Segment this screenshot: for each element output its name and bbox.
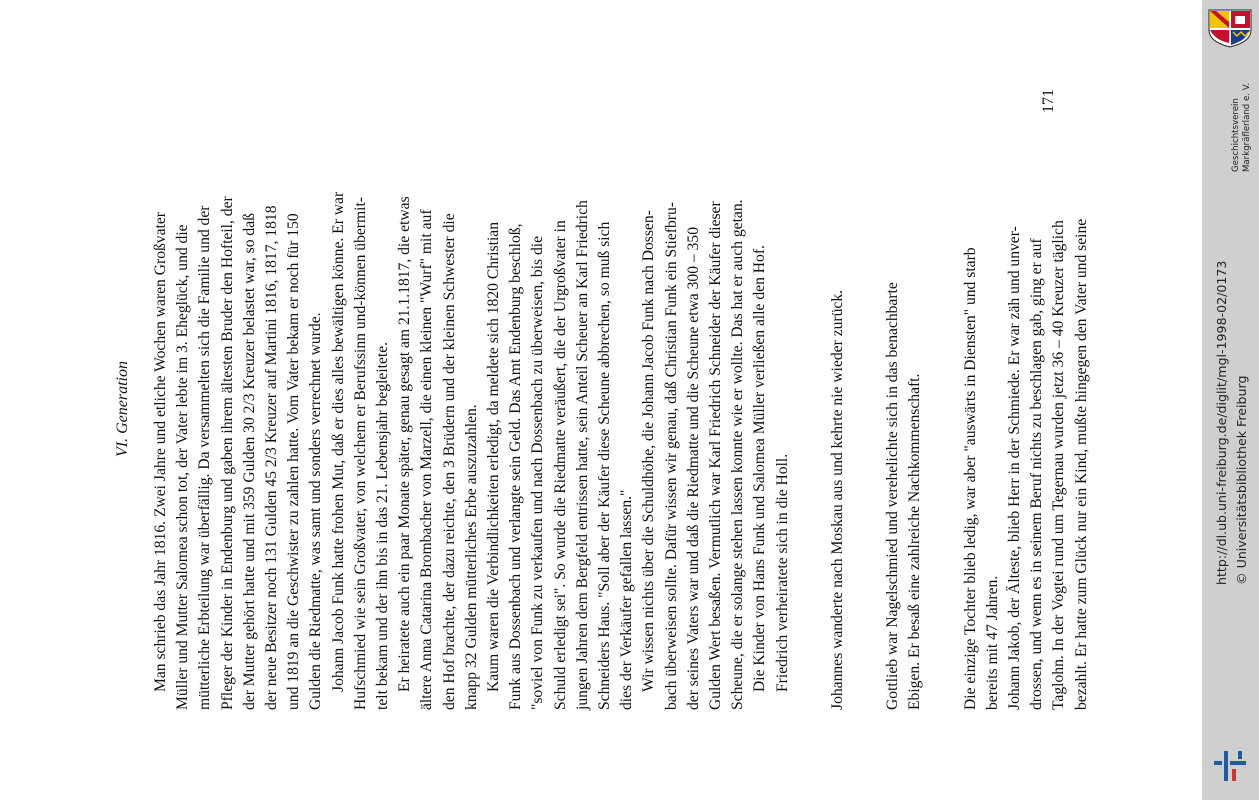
paragraph-2 — [328, 90, 395, 710]
text-line: Man schrieb das Jahr 1816. Zwei Jahre und etliche Wochen waren Großvater — [152, 212, 169, 692]
paragraph-8 — [882, 90, 926, 710]
text-line: Ebigen. Er besaß eine zahlreiche Nachkommenschaft. — [906, 373, 924, 710]
text-line: Schuld erledigt sei". So wurde die Riedmatte veräußert, die der Urgroßvater in — [551, 220, 569, 710]
paragraph-4 — [483, 90, 638, 710]
text-line: Schneiders Haus. "Soll aber der Käufer diese Scheune abbrechen, so muß sich — [596, 221, 614, 710]
text-line: Johann Jacob Funk hatte frohen Mut, daß er dies alles bewältigen könne. Er war — [329, 191, 347, 692]
paragraph-1 — [150, 90, 328, 710]
paragraph-3 — [394, 90, 483, 710]
text-line: bezahlt. Er hatte zum Glück nur ein Kind, mußte hingegen den Vater und seine — [1072, 218, 1090, 710]
paragraph-6 — [749, 90, 793, 710]
chapter-heading: VI. Generation — [114, 361, 131, 457]
text-line: Friedrich verheiratete sich in die Holl. — [773, 453, 791, 692]
text-line: Gulden die Riedmatte, was samt und sonders verrechnet wurde. — [307, 312, 325, 710]
text-line: "soviel von Funk zu verkaufen und nach Dossenbach zu überweisen, bis die — [529, 235, 547, 710]
text-line: Hufschmied wie sein Großvater, von welchem er Berufssinn und-können übermit- — [351, 197, 369, 710]
text-line: Gulden Wert besaßen. Vermutlich war Karl Friedrich Schneider der Käufer dieser — [707, 201, 725, 710]
text-line: Scheune, die er solange stehen lassen konnte wie er wollte. Das hat er auch getan. — [729, 199, 747, 710]
text-line: den Hof brachte, der dazu reichte, den 3 Brüdern und der kleinen Schwester die — [440, 213, 458, 710]
source-url-link[interactable]: http://dl.ub.uni-freiburg.de/diglit/mgl-1998-02/0173 — [1214, 260, 1229, 585]
text-line: Gottlieb war Nagelschmied und verehelichte sich in das benachbarte — [884, 282, 902, 710]
text-line: Kaum waren die Verbindlichkeiten erledigt, da meldete sich 1820 Christian — [485, 222, 503, 692]
text-line: und 1819 an die Geschwister zu zahlen hatte. Vom Vater bekam er noch für 150 — [285, 213, 303, 710]
text-line: der seines Vaters war und daß die Riedmatte und die Scheune etwa 300 – 350 — [684, 227, 702, 710]
text-line: Funk aus Dossenbach und verlangte sein Geld. Das Amt Endenburg beschloß, — [507, 223, 525, 710]
ub-freiburg-logo-icon[interactable] — [1210, 745, 1250, 783]
text-line: Johannes wanderte nach Moskau aus und kehrte nie wieder zurück. — [828, 289, 846, 710]
copyright-text: © Universitätsbibliothek Freiburg — [1234, 375, 1249, 585]
rotated-text-block — [114, 89, 1090, 710]
text-line: jungen Jahren dem Bergfeld entrissen hatte, sein Anteil Scheuer an Karl Friedrich — [573, 200, 591, 710]
text-line: Müller und Mutter Salomea schon tot, der Vater lebte im 3. Eheglück, und die — [174, 224, 192, 710]
text-line: mütterliche Erbteilung war überfällig. Da versammelten sich die Familie und der — [196, 205, 214, 710]
paragraph-7 — [827, 90, 849, 710]
text-line: Er heiratete auch ein paar Monate später, genau gesagt am 21.1.1817, die etwas — [396, 196, 414, 692]
text-line: drossen, und wenn es in seinem Beruf nichts zu beschlagen gab, ging er auf — [1028, 238, 1046, 710]
text-line: Die einzige Tochter blieb ledig, war aber "auswärts in Diensten" und starb — [961, 247, 979, 710]
paragraph-5 — [638, 90, 749, 710]
text-line: Wir wissen nichts über die Schuldhöhe, die Johann Jacob Funk nach Dossen- — [640, 210, 658, 692]
coat-of-arms-icon — [1207, 8, 1253, 48]
text-line: knapp 32 Gulden mütterliches Erbe auszuzahlen. — [462, 404, 480, 710]
text-line: telt bekam und der ihn bis in das 21. Lebensjahr begleitete. — [374, 341, 392, 710]
paragraph-9 — [960, 90, 1004, 710]
text-line: Pfleger der Kinder in Endenburg und gaben ihrem ältesten Bruder den Hofteil, der — [218, 196, 236, 710]
page-number: 171 — [1040, 89, 1057, 113]
text-line: der Mutter gehört hatte und mit 359 Gulden 30 2/3 Kreuzer belastet war, so daß — [240, 213, 258, 710]
paragraph-10 — [1004, 90, 1093, 710]
text-line: Die Kinder von Hans Funk und Salomea Müller verließen alle den Hof. — [751, 245, 769, 692]
text-line: ältere Anna Catarina Brombacher von Marzell, die einen kleinen "Wurf" mit auf — [418, 209, 436, 710]
text-line: Taglohn. In der Vogtei rund um Tegernau wurden jetzt 36 – 40 Kreuzer täglich — [1050, 220, 1068, 710]
text-line: Johann Jakob, der Älteste, blieb Herr in der Schmiede. Er war zäh und unver- — [1005, 226, 1023, 710]
text-line: bereits mit 47 Jahren. — [983, 575, 1001, 710]
text-line: dies der Verkäufer gefallen lassen." — [618, 489, 636, 710]
society-name-line2: Markgräflerland e. V. — [1242, 82, 1252, 172]
text-line: der neue Besitzer noch 131 Gulden 45 2/3 Kreuzer auf Martini 1816, 1817, 1818 — [263, 205, 281, 710]
text-line: bach überweisen sollte. Dafür wissen wir genau, daß Christian Funk ein Stiefbru- — [662, 202, 680, 710]
society-name-line1: Geschichtsverein — [1231, 98, 1241, 172]
